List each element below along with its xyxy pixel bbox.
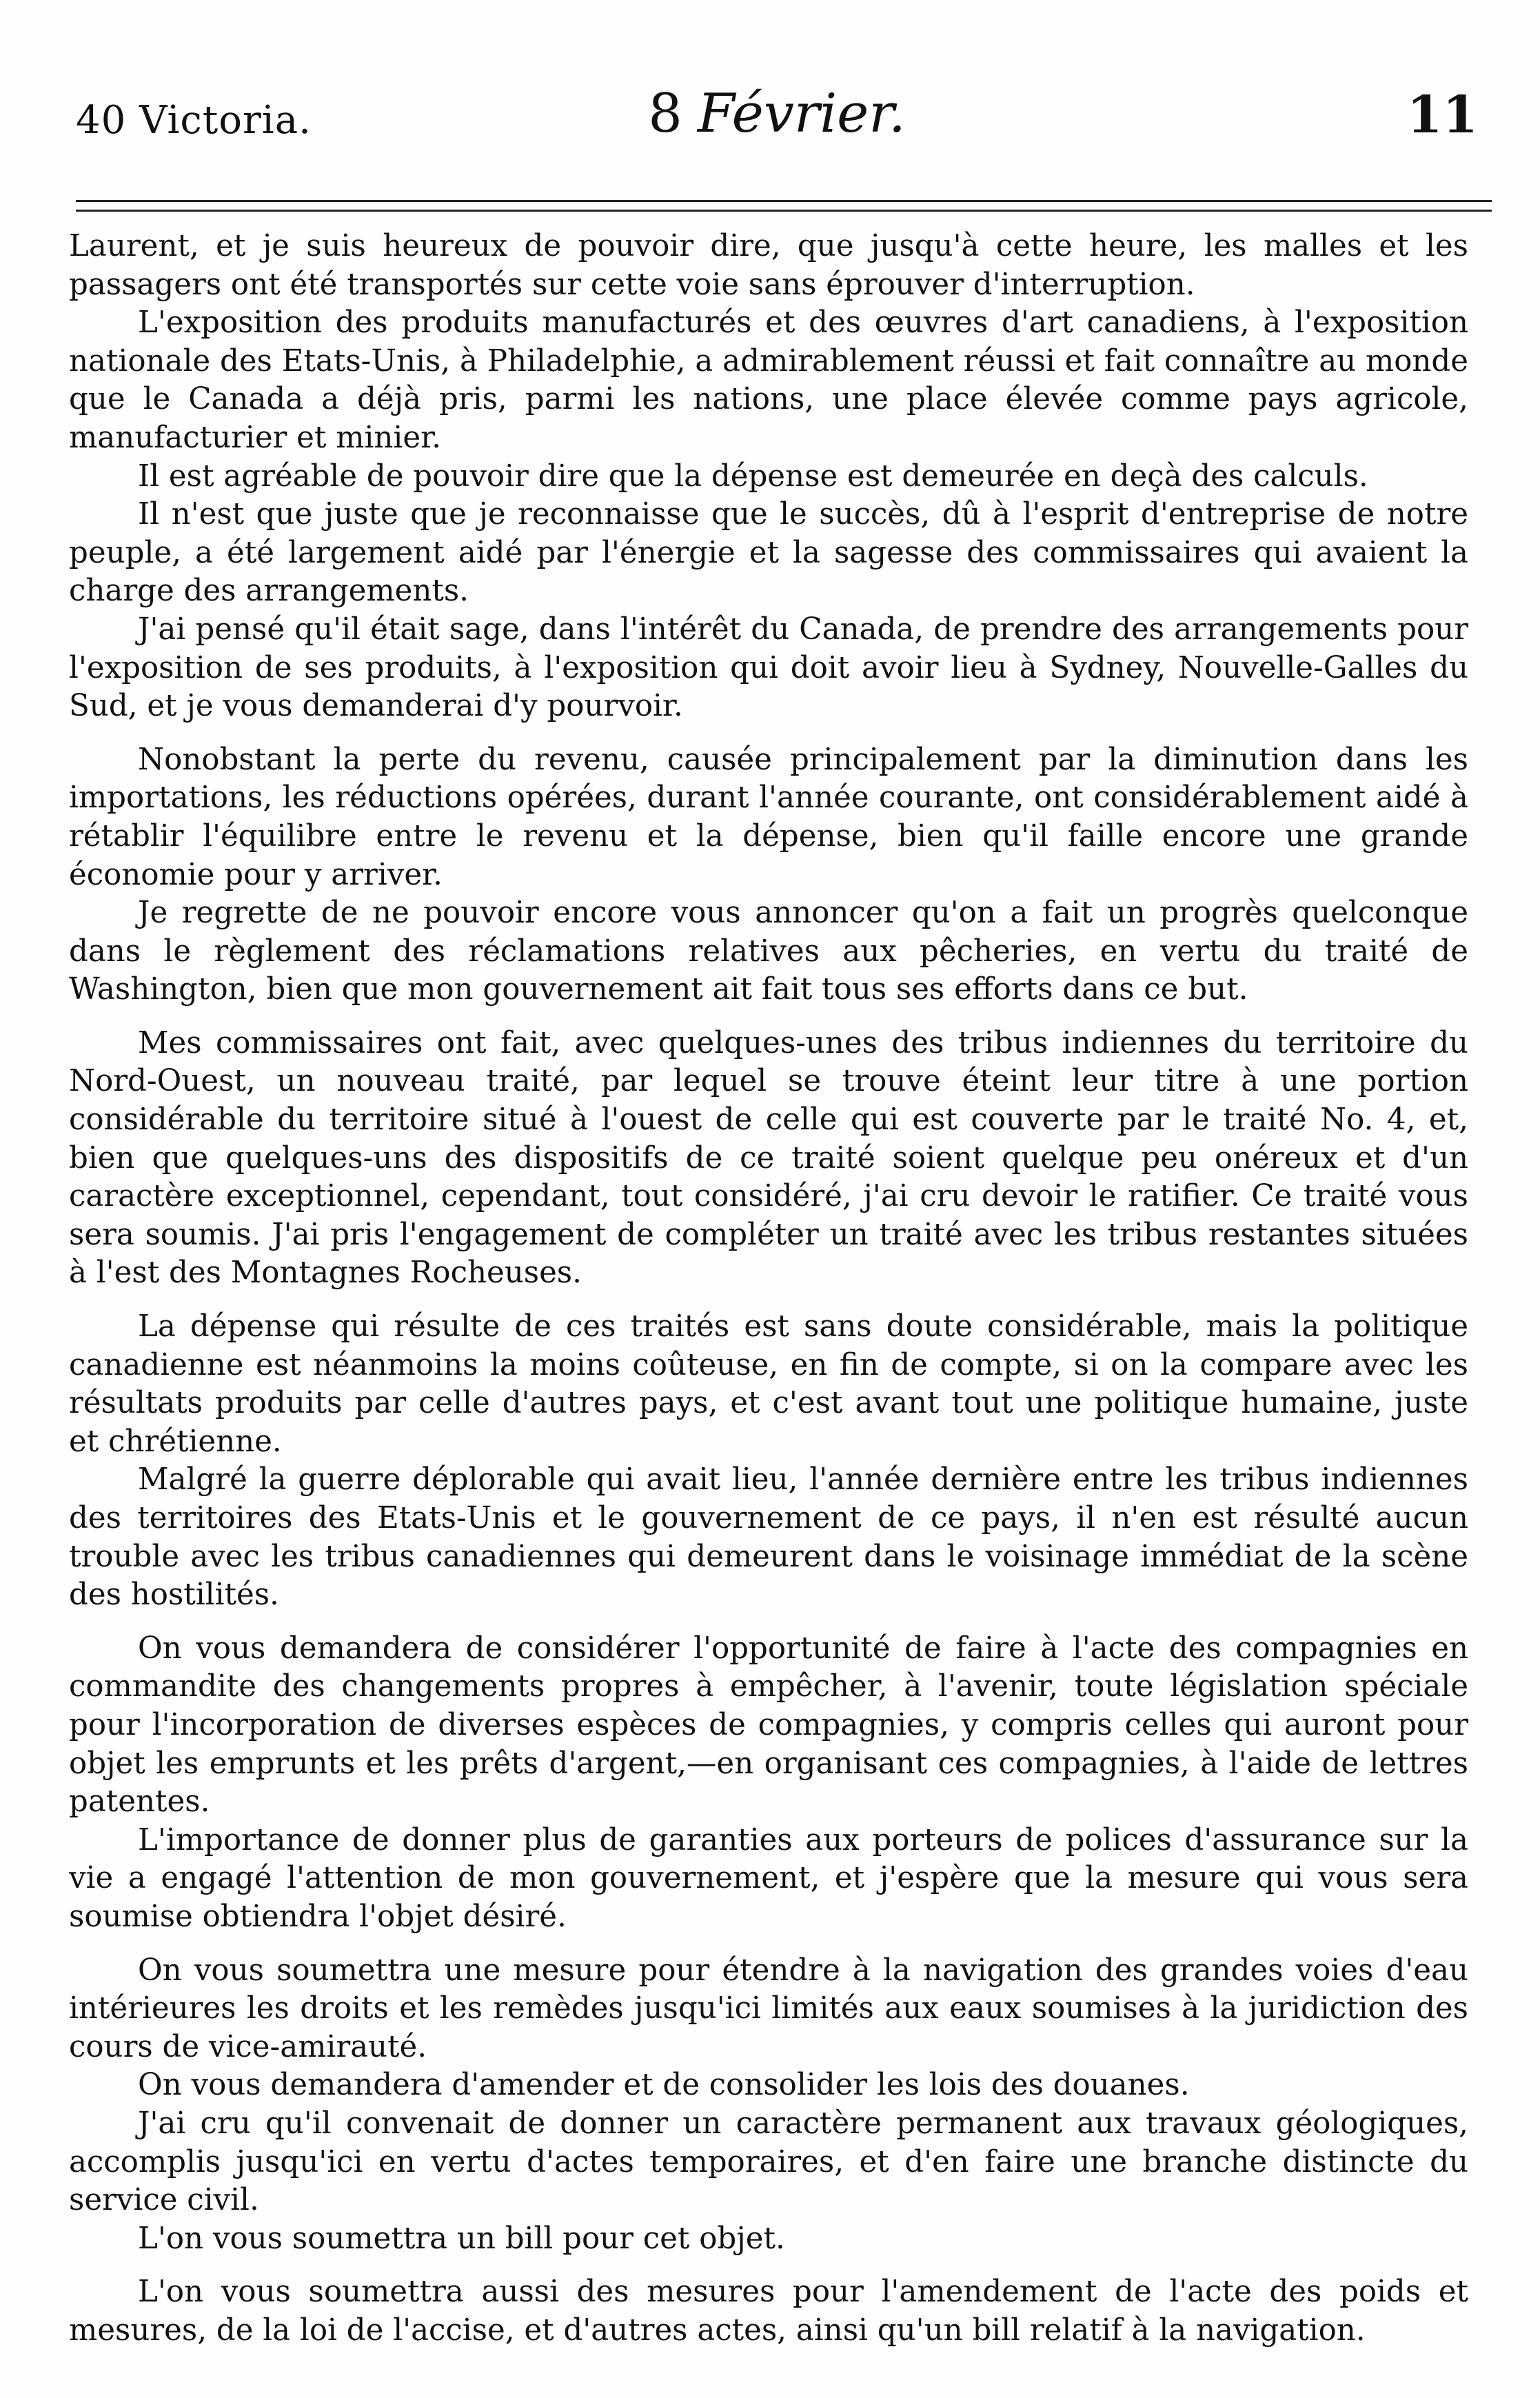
paragraph: Laurent, et je suis heureux de pouvoir dire, que jusqu'à cette heure, les malles et les passagers ont été transportés sur cette voie sans éprouver d'interruption. [69, 229, 1468, 302]
paragraph: L'exposition des produits manufacturés et des œuvres d'art canadiens, à l'exposition nationale des Etats-Unis, à Philadelphie, a admirablement réussi et fait connaître au monde que le Canada a déjà pris, parmi les nations, une place élevée comme pays agricole, manufacturier et minier. [69, 305, 1469, 455]
paragraph: Il est agréable de pouvoir dire que la dépense est demeurée en deçà des calculs. [138, 459, 1368, 494]
paragraph: L'on vous soumettra un bill pour cet objet. [138, 2221, 785, 2256]
paragraph: L'importance de donner plus de garanties aux porteurs de polices d'assurance sur la vie a engagé l'attention de mon gouvernement, et j'espère que la mesure qui vous sera soumise obtiendra l'objet désiré. [69, 1822, 1468, 1934]
paragraph: On vous demandera de considérer l'opportunité de faire à l'acte des compagnies en commandite des changements propres à empêcher, à l'avenir, toute législation spéciale pour l'incorporation de diverses espèces de compagnies, y compris celles qui auront pour objet les emprunts et les prêts d'argent,—en organisant ces compagnies, à l'aide de lettres patentes. [69, 1631, 1468, 1820]
header-session: 40 Victoria. [76, 98, 312, 143]
header-month: Février. [697, 83, 906, 145]
header-day: 8 [648, 83, 682, 145]
paragraph: J'ai pensé qu'il était sage, dans l'intérêt du Canada, de prendre des arrangements pour l'exposition de ses produits, à l'exposition qui doit avoir lieu à Sydney, Nouvelle-Galles du Sud, et je vous demanderai d'y pourvoir. [69, 612, 1468, 724]
paragraph: Malgré la guerre déplorable qui avait lieu, l'année dernière entre les tribus indiennes des territoires des Etats-Unis et le gouvernement de ce pays, il n'en est résulté aucun trouble avec les tribus canadiennes qui demeurent dans le voisinage immédiat de la scène des hostilités. [69, 1462, 1468, 1613]
paragraph: La dépense qui résulte de ces traités est sans doute considérable, mais la politique canadienne est néanmoins la moins coûteuse, en fin de compte, si on la compare avec les résultats produits par celle d'autres pays, et c'est avant tout une politique humaine, juste et chrétienne. [69, 1309, 1468, 1459]
page-number: 11 [1407, 85, 1478, 145]
paragraph: Je regrette de ne pouvoir encore vous annoncer qu'on a fait un progrès quelconque dans le règlement des réclamations relatives aux pêcheries, en vertu du traité de Washington, bien que mon gouvernement ait fait tous ses efforts dans ce but. [69, 896, 1468, 1007]
header-date [76, 83, 1478, 145]
paragraph: Il n'est que juste que je reconnaisse que le succès, dû à l'esprit d'entreprise de notre peuple, a été largement aidé par l'énergie et la sagesse des commissaires qui avaient la charge des arrangements. [69, 497, 1468, 609]
paragraph: Mes commissaires ont fait, avec quelques-unes des tribus indiennes du territoire du Nord-Ouest, un nouveau traité, par lequel se trouve éteint leur titre à une portion considérable du territoire situé à l'ouest de celle qui est couverte par le traité No. 4, et, bien que quelques-uns des dispositifs de ce traité soient quelque peu onéreux et d'un caractère exceptionnel, cependant, tout considéré, j'ai cru devoir le ratifier. Ce traité vous sera soumis. J'ai pris l'engagement de compléter un traité avec les tribus restantes situées à l'est des Montagnes Rocheuses. [69, 1025, 1468, 1291]
paragraph: L'on vous soumettra aussi des mesures pour l'amendement de l'acte des poids et mesures, de la loi de l'accise, et d'autres actes, ainsi qu'un bill relatif à la navigation. [69, 2275, 1468, 2348]
paragraph: J'ai cru qu'il convenait de donner un caractère permanent aux travaux géologiques, accomplis jusqu'ici en vertu d'actes temporaires, et d'en faire une branche distincte du service civil. [69, 2106, 1468, 2218]
page-header [76, 83, 1478, 159]
paragraph: Nonobstant la perte du revenu, causée principalement par la diminution dans les importations, les réductions opérées, durant l'année courante, ont considérablement aidé à rétablir l'équilibre entre le revenu et la dépense, bien qu'il faille encore une grande économie pour y arriver. [69, 742, 1468, 892]
body-text [69, 228, 1468, 2350]
header-rule [76, 200, 1492, 212]
paragraph: On vous soumettra une mesure pour étendre à la navigation des grandes voies d'eau intérieures les droits et les remèdes jusqu'ici limités aux eaux soumises à la juridiction des cours de vice-amirauté. [69, 1953, 1468, 2064]
paragraph: On vous demandera d'amender et de consolider les lois des douanes. [138, 2068, 1190, 2103]
